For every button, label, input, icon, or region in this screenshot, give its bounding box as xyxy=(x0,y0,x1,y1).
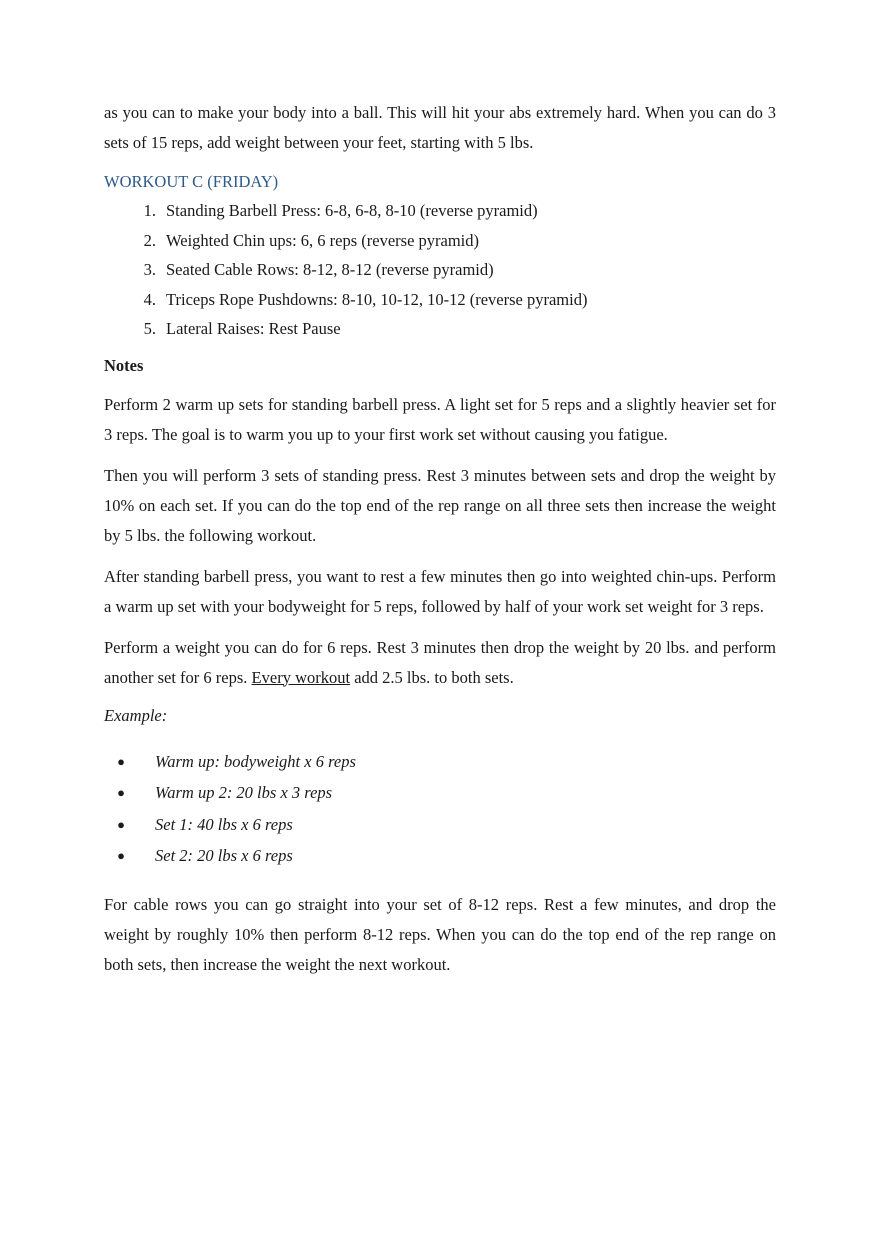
list-item xyxy=(104,226,776,256)
list-item-text: Seated Cable Rows: 8-12, 8-12 (reverse pyramid) xyxy=(166,260,494,279)
list-item xyxy=(104,809,776,841)
list-item-text: Triceps Rope Pushdowns: 8-10, 10-12, 10-12 (reverse pyramid) xyxy=(166,289,588,309)
para-text-end: add 2.5 lbs. to both sets. xyxy=(350,667,514,687)
notes-paragraph-warmup: Perform 2 warm up sets for standing barbell press. A light set for 5 reps and a slightly heavier set for 3 reps. The goal is to warm you up to your first work set without causing you fatigue. xyxy=(104,394,776,444)
list-item xyxy=(104,285,776,315)
bullet-icon: ● xyxy=(117,848,125,863)
workout-c-heading: WORKOUT C (FRIDAY) xyxy=(104,172,279,191)
workout-exercise-list xyxy=(104,196,776,344)
list-item xyxy=(104,840,776,872)
list-item-number: 3. xyxy=(143,260,156,279)
intro-paragraph: as you can to make your body into a ball. This will hit your abs extremely hard. When you can do 3 sets of 15 reps, add weight between your feet, starting with 5 lbs. xyxy=(104,103,776,152)
notes-paragraph-standing-press: Then you will perform 3 sets of standing press. Rest 3 minutes between sets and drop the weight by 10% on each set. If you can do the top end of the rep range on all three sets then increase the weight by 5 lbs. the following workout. xyxy=(104,465,776,545)
list-item-text: Standing Barbell Press: 6-8, 6-8, 8-10 (reverse pyramid) xyxy=(166,201,538,220)
list-item-text: Warm up: bodyweight x 6 reps xyxy=(155,751,356,771)
list-item-number: 4. xyxy=(143,289,156,309)
list-item-text: Weighted Chin ups: 6, 6 reps (reverse pyramid) xyxy=(166,230,480,250)
list-item-text: Lateral Raises: Rest Pause xyxy=(166,319,341,338)
list-item-text: Set 2: 20 lbs x 6 reps xyxy=(155,846,293,865)
list-item xyxy=(104,777,776,809)
para-text-start: Perform a weight you can do for 6 reps. Rest 3 minutes then drop the weight by 20 lbs. and perform another set for 6 reps. xyxy=(104,637,776,687)
notes-paragraph-cable-rows: For cable rows you can go straight into your set of 8-12 reps. Rest a few minutes, and drop the weight by roughly 10% then perform 8-12 reps. When you can do the top end of the rep range on both sets, then increase the weight the next workout. xyxy=(104,894,776,974)
notes-heading: Notes xyxy=(104,355,144,375)
bullet-icon: ● xyxy=(117,753,125,769)
example-label: Example: xyxy=(104,705,168,725)
list-item xyxy=(104,746,776,778)
bullet-icon: ● xyxy=(117,785,125,800)
notes-paragraph-weight-progression xyxy=(104,633,776,693)
list-item-number: 5. xyxy=(143,319,156,338)
list-item-number: 2. xyxy=(143,230,156,250)
bullet-icon: ● xyxy=(117,816,125,832)
example-list xyxy=(104,746,776,872)
notes-paragraph-chin-ups: After standing barbell press, you want to rest a few minutes then go into weighted chin-ups. Perform a warm up set with your bodyweight for 5 reps, followed by half of your work set weight for 3 reps. xyxy=(104,566,776,616)
list-item xyxy=(104,255,776,285)
list-item-text: Set 1: 40 lbs x 6 reps xyxy=(155,814,293,834)
list-item-number: 1. xyxy=(143,201,156,220)
list-item-text: Warm up 2: 20 lbs x 3 reps xyxy=(155,783,333,802)
list-item xyxy=(104,314,776,344)
document-page xyxy=(104,98,776,991)
list-item xyxy=(104,196,776,226)
underlined-text: Every workout xyxy=(251,667,351,687)
